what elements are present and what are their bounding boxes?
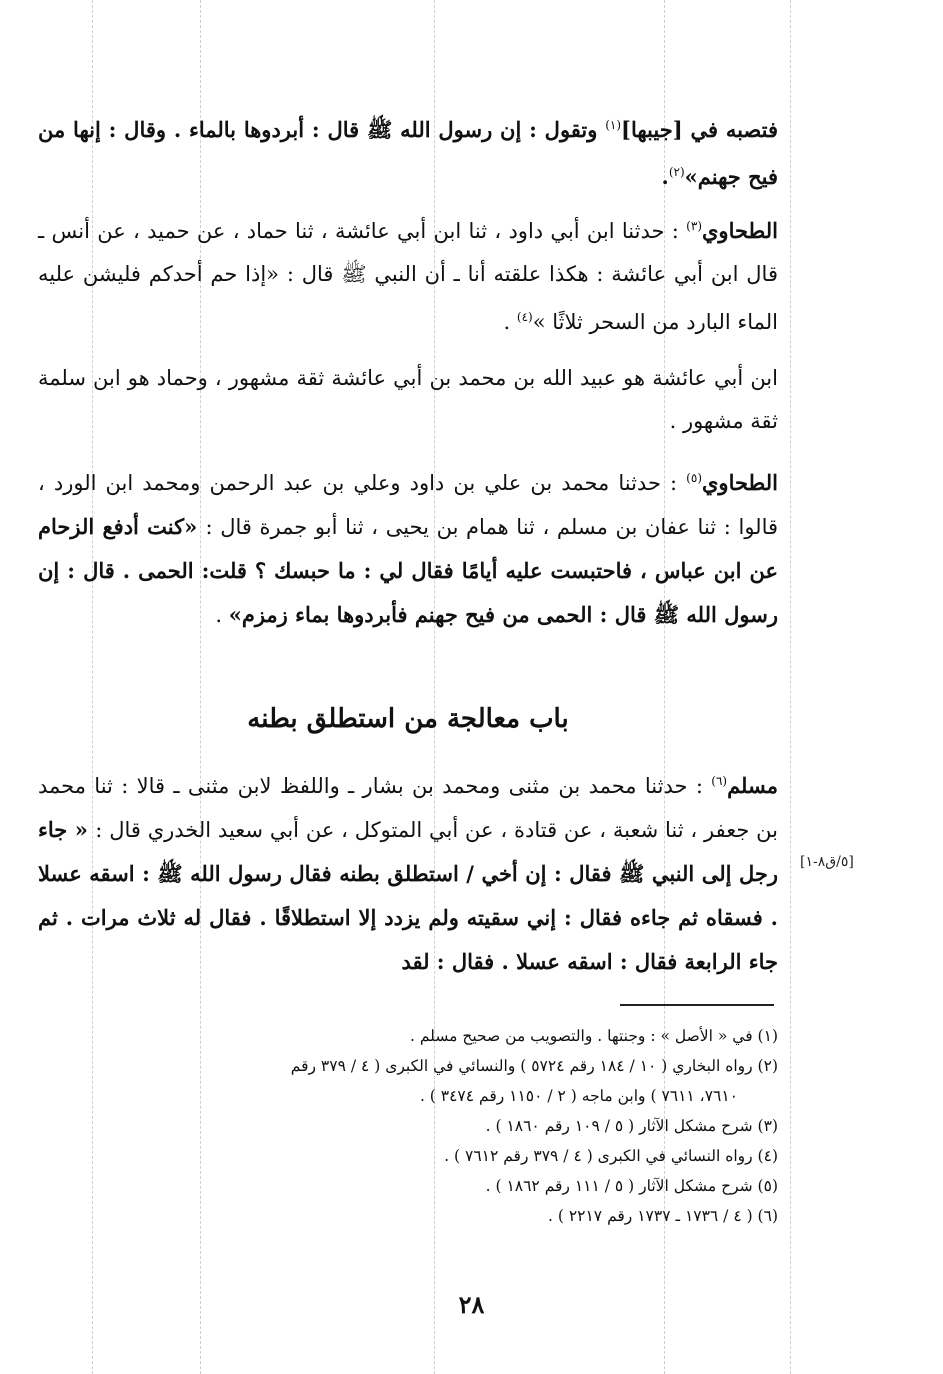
paragraph-3 xyxy=(38,357,778,443)
para-tail: . xyxy=(661,164,669,189)
footnote-ref: (٥) xyxy=(686,471,702,485)
footnote-ref: (٤) xyxy=(516,310,533,324)
para-text: وتقول : إن رسول الله ﷺ قال : أبردوها بالماء . وقال : إنها من فيح جهنم» xyxy=(38,117,778,189)
footnote-ref: (٦) xyxy=(711,774,728,788)
para-lead: الطحاوي xyxy=(702,218,778,243)
para-lead: فتصبه في [جيبها] xyxy=(621,117,779,142)
para-text: ابن أبي عائشة هو عبيد الله بن محمد بن أبي عائشة ثقة مشهور ، وحماد هو ابن سلمة ثقة مشهور . xyxy=(38,366,778,433)
footnote-divider xyxy=(620,1004,774,1006)
page-number: ٢٨ xyxy=(458,1290,485,1319)
para-text: : حدثنا ابن أبي داود ، ثنا ابن أبي عائشة ، ثنا حماد ، عن حميد ، عن أنس ـ قال ابن أبي عائشة : هكذا علقته أنا ـ أن النبي ﷺ قال : «إذا حم أحدكم فليشن عليه الماء البارد من السحر ثلاثًا » xyxy=(38,219,778,334)
footnote-2-continued: ٧٦١٠، ٧٦١١ ) وابن ماجه ( ٢ / ١١٥٠ رقم ٣٤٧٤ ) . xyxy=(419,1087,738,1105)
paragraph-4 xyxy=(38,457,778,637)
footnote-1: (١) في « الأصل » : وجنتها . والتصويب من صحيح مسلم . xyxy=(410,1027,778,1045)
footnote-2: (٢) رواه البخاري ( ١٠ / ١٨٤ رقم ٥٧٢٤ ) والنسائي في الكبرى ( ٤ / ٣٧٩ رقم xyxy=(290,1057,778,1075)
section-heading: باب معالجة من استطلق بطنه xyxy=(247,704,569,734)
footnote-6: (٦) ( ٤ / ١٧٣٦ ـ ١٧٣٧ رقم ٢٢١٧ ) . xyxy=(548,1207,778,1225)
scan-gutter-line xyxy=(790,0,791,1374)
footnote-ref: (٣) xyxy=(686,219,702,233)
para-lead: الطحاوي xyxy=(702,470,778,495)
hadith-text: «كنت أدفع الزحام عن ابن عباس ، فاحتبست عليه أيامًا فقال لي : ما حبسك ؟ قلت: الحمى . قال : إن رسول الله ﷺ قال : الحمى من فيح جهنم فأبردوها بماء زمزم» xyxy=(38,514,778,627)
para-tail: . xyxy=(503,310,517,334)
paragraph-muslim xyxy=(38,760,778,984)
footnotes xyxy=(38,1021,778,1231)
para-text: : حدثنا محمد بن مثنى ومحمد بن بشار ـ واللفظ لابن مثنى ـ قالا : ثنا محمد بن جعفر ، ثنا شعبة ، عن قتادة ، عن أبي المتوكل ، عن أبي سعيد الخدري قال : xyxy=(38,774,778,842)
paragraph-1 xyxy=(38,104,778,198)
manuscript-folio-note: [٥/ق٨-١] xyxy=(800,854,854,870)
para-lead: مسلم xyxy=(727,773,778,798)
para-tail: . xyxy=(215,603,229,627)
footnote-3: (٣) شرح مشكل الآثار ( ٥ / ١٠٩ رقم ١٨٦٠ ) . xyxy=(485,1117,778,1135)
footnote-ref: (٢) xyxy=(668,165,685,179)
footnote-ref: (١) xyxy=(605,118,622,132)
footnote-4: (٤) رواه النسائي في الكبرى ( ٤ / ٣٧٩ رقم ٧٦١٢ ) . xyxy=(444,1147,778,1165)
hadith-text: « جاء رجل إلى النبي ﷺ فقال : إن أخي / استطلق بطنه فقال رسول الله ﷺ : اسقه عسلا . فسقاه ثم جاءه فقال : إني سقيته ولم يزدد إلا استطلاقًا . فقال له ثلاث مرات . ثم جاء الرابعة فقال : اسقه عسلا . فقال : لقد xyxy=(38,817,778,974)
footnote-5: (٥) شرح مشكل الآثار ( ٥ / ١١١ رقم ١٨٦٢ ) . xyxy=(485,1177,778,1195)
para-text: : حدثنا محمد بن علي بن داود وعلي بن عبد الرحمن ومحمد ابن الورد ، قالوا : ثنا عفان بن مسلم ، ثنا همام بن يحيى ، ثنا أبو جمرة قال : xyxy=(38,471,779,539)
paragraph-2 xyxy=(38,205,778,344)
